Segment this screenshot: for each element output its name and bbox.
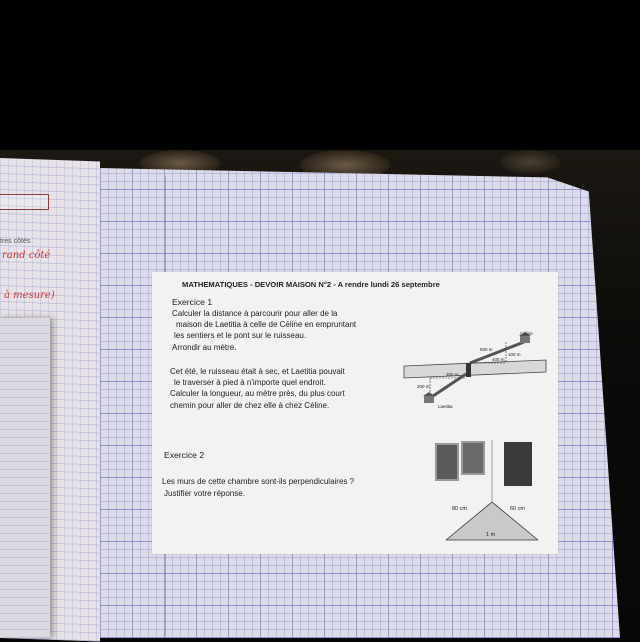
label-laetitia: Laetitia	[438, 404, 453, 409]
exercise1-line2: le traverser à pied à n'importe quel endroit.	[174, 378, 326, 387]
exercise1-figure	[400, 330, 548, 412]
homework-sheet	[152, 272, 558, 554]
sheet-title: MATHEMATIQUES - DEVOIR MAISON N°2 - A rendre lundi 26 septembre	[182, 280, 440, 289]
label-500m: 500 m	[480, 347, 493, 352]
label-400m: 400 m	[492, 357, 505, 362]
exercise1-line: maison de Laetitia à celle de Céline en empruntant	[176, 320, 357, 329]
exercise2-figure	[434, 440, 546, 546]
exercise1-line2: chemin pour aller de chez elle à chez Céline.	[170, 401, 330, 410]
label-80cm: 80 cm	[452, 506, 467, 512]
exercise1-line: Calculer la distance à parcourir pour aller de la	[172, 309, 338, 318]
exercise1-line2: Cet été, le ruisseau était à sec, et Laetitia pouvait	[170, 367, 345, 376]
label-celine: Céline	[520, 331, 533, 336]
exercise1-heading: Exercice 1	[172, 297, 213, 307]
dark-background	[0, 0, 640, 160]
exercise2-heading: Exercice 2	[164, 450, 205, 460]
background-object	[500, 150, 560, 174]
label-1m: 1 m	[486, 532, 496, 538]
left-page-text: tres côtés	[0, 238, 31, 245]
left-page-box	[0, 194, 49, 210]
exercise1-line2: Calculer la longueur, au mètre près, du plus court	[170, 389, 345, 398]
folded-page	[0, 318, 50, 638]
label-200m: 200 m	[417, 384, 430, 389]
label-300m: 300 m	[446, 372, 459, 377]
left-page-handwriting: rand côté	[2, 250, 51, 261]
exercise2-line: Justifier votre réponse.	[164, 489, 245, 498]
label-100m: 100 m	[508, 352, 521, 357]
left-page-handwriting: à mesure)	[4, 290, 55, 301]
exercise1-line: Arrondir au mètre.	[172, 343, 237, 352]
label-60cm: 60 cm	[510, 506, 525, 512]
exercise1-line: les sentiers et le pont sur le ruisseau.	[174, 331, 307, 340]
exercise2-line: Les murs de cette chambre sont-ils perpendiculaires ?	[162, 477, 355, 486]
